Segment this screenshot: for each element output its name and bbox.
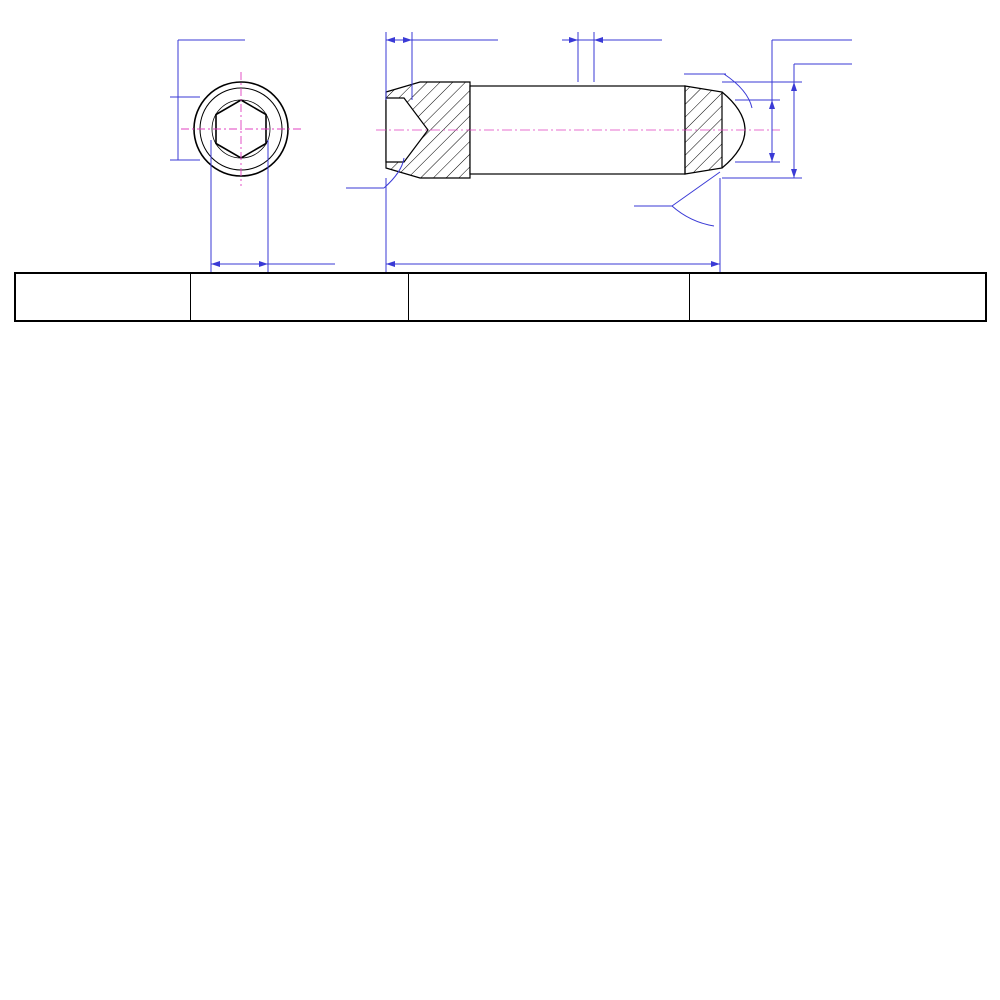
thread-spec-table: [14, 272, 987, 986]
header-thread-size: [15, 273, 190, 321]
table-header-row: [15, 273, 986, 321]
set-screw-technical-drawing: [0, 0, 1000, 272]
side-view: [346, 32, 852, 272]
end-view: [170, 40, 335, 272]
header-hexagon-depth: [408, 273, 689, 321]
header-thread-pitch: [190, 273, 408, 321]
header-hexagon-width: [689, 273, 986, 321]
